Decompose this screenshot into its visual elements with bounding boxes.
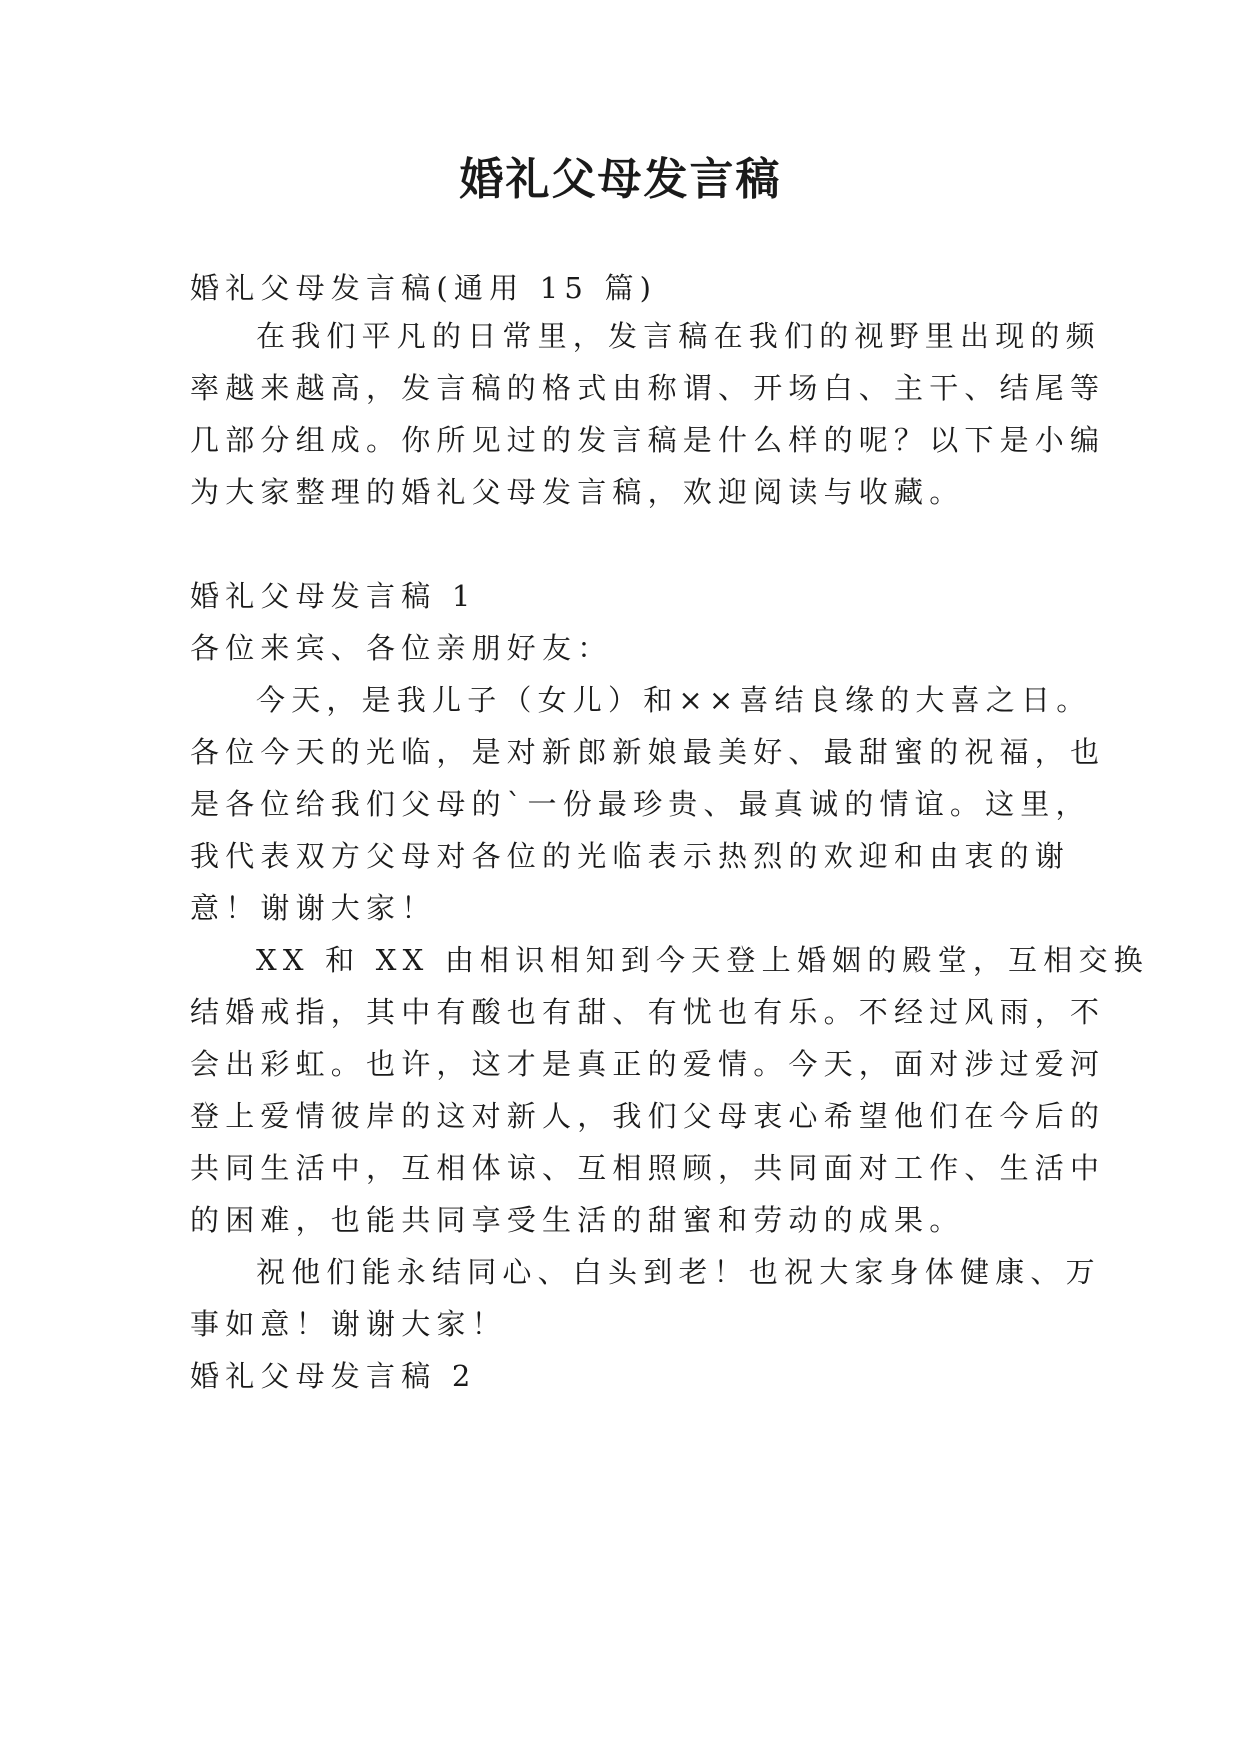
salutation: 各位来宾、各位亲朋好友： [190, 631, 613, 665]
paragraph-3-line-1: 祝他们能永结同心、白头到老！也祝大家身体健康、万 [256, 1255, 1101, 1289]
paragraph-1-line-4: 我代表双方父母对各位的光临表示热烈的欢迎和由衷的谢 [190, 839, 1071, 873]
paragraph-1-line-5: 意！谢谢大家！ [190, 891, 437, 925]
paragraph-2-line-3: 会出彩虹。也许，这才是真正的爱情。今天，面对涉过爱河 [190, 1047, 1106, 1081]
paragraph-1-line-1: 今天，是我儿子（女儿）和××喜结良缘的大喜之日。 [256, 683, 1092, 717]
paragraph-1-line-3: 是各位给我们父母的`一份最珍贵、最真诚的情谊。这里， [190, 787, 1091, 821]
section-heading-2: 婚礼父母发言稿 2 [190, 1359, 477, 1393]
section-heading-1: 婚礼父母发言稿 1 [190, 579, 477, 613]
paragraph-2-line-6: 的困难，也能共同享受生活的甜蜜和劳动的成果。 [190, 1203, 965, 1237]
intro-line-3: 几部分组成。你所见过的发言稿是什么样的呢？以下是小编 [190, 423, 1106, 457]
intro-line-2: 率越来越高，发言稿的格式由称谓、开场白、主干、结尾等 [190, 371, 1106, 405]
paragraph-2-line-1: XX 和 XX 由相识相知到今天登上婚姻的殿堂，互相交换 [256, 943, 1149, 977]
paragraph-2-line-2: 结婚戒指，其中有酸也有甜、有忧也有乐。不经过风雨，不 [190, 995, 1106, 1029]
intro-line-1: 在我们平凡的日常里，发言稿在我们的视野里出现的频 [256, 319, 1101, 353]
paragraph-2-line-4: 登上爱情彼岸的这对新人，我们父母衷心希望他们在今后的 [190, 1099, 1106, 1133]
paragraph-2-line-5: 共同生活中，互相体谅、互相照顾，共同面对工作、生活中 [190, 1151, 1106, 1185]
document-subtitle: 婚礼父母发言稿(通用 15 篇) [190, 271, 658, 305]
document-title: 婚礼父母发言稿 [459, 154, 782, 205]
intro-line-4: 为大家整理的婚礼父母发言稿，欢迎阅读与收藏。 [190, 475, 965, 509]
paragraph-1-line-2: 各位今天的光临，是对新郎新娘最美好、最甜蜜的祝福，也 [190, 735, 1106, 769]
paragraph-3-line-2: 事如意！谢谢大家！ [190, 1307, 507, 1341]
